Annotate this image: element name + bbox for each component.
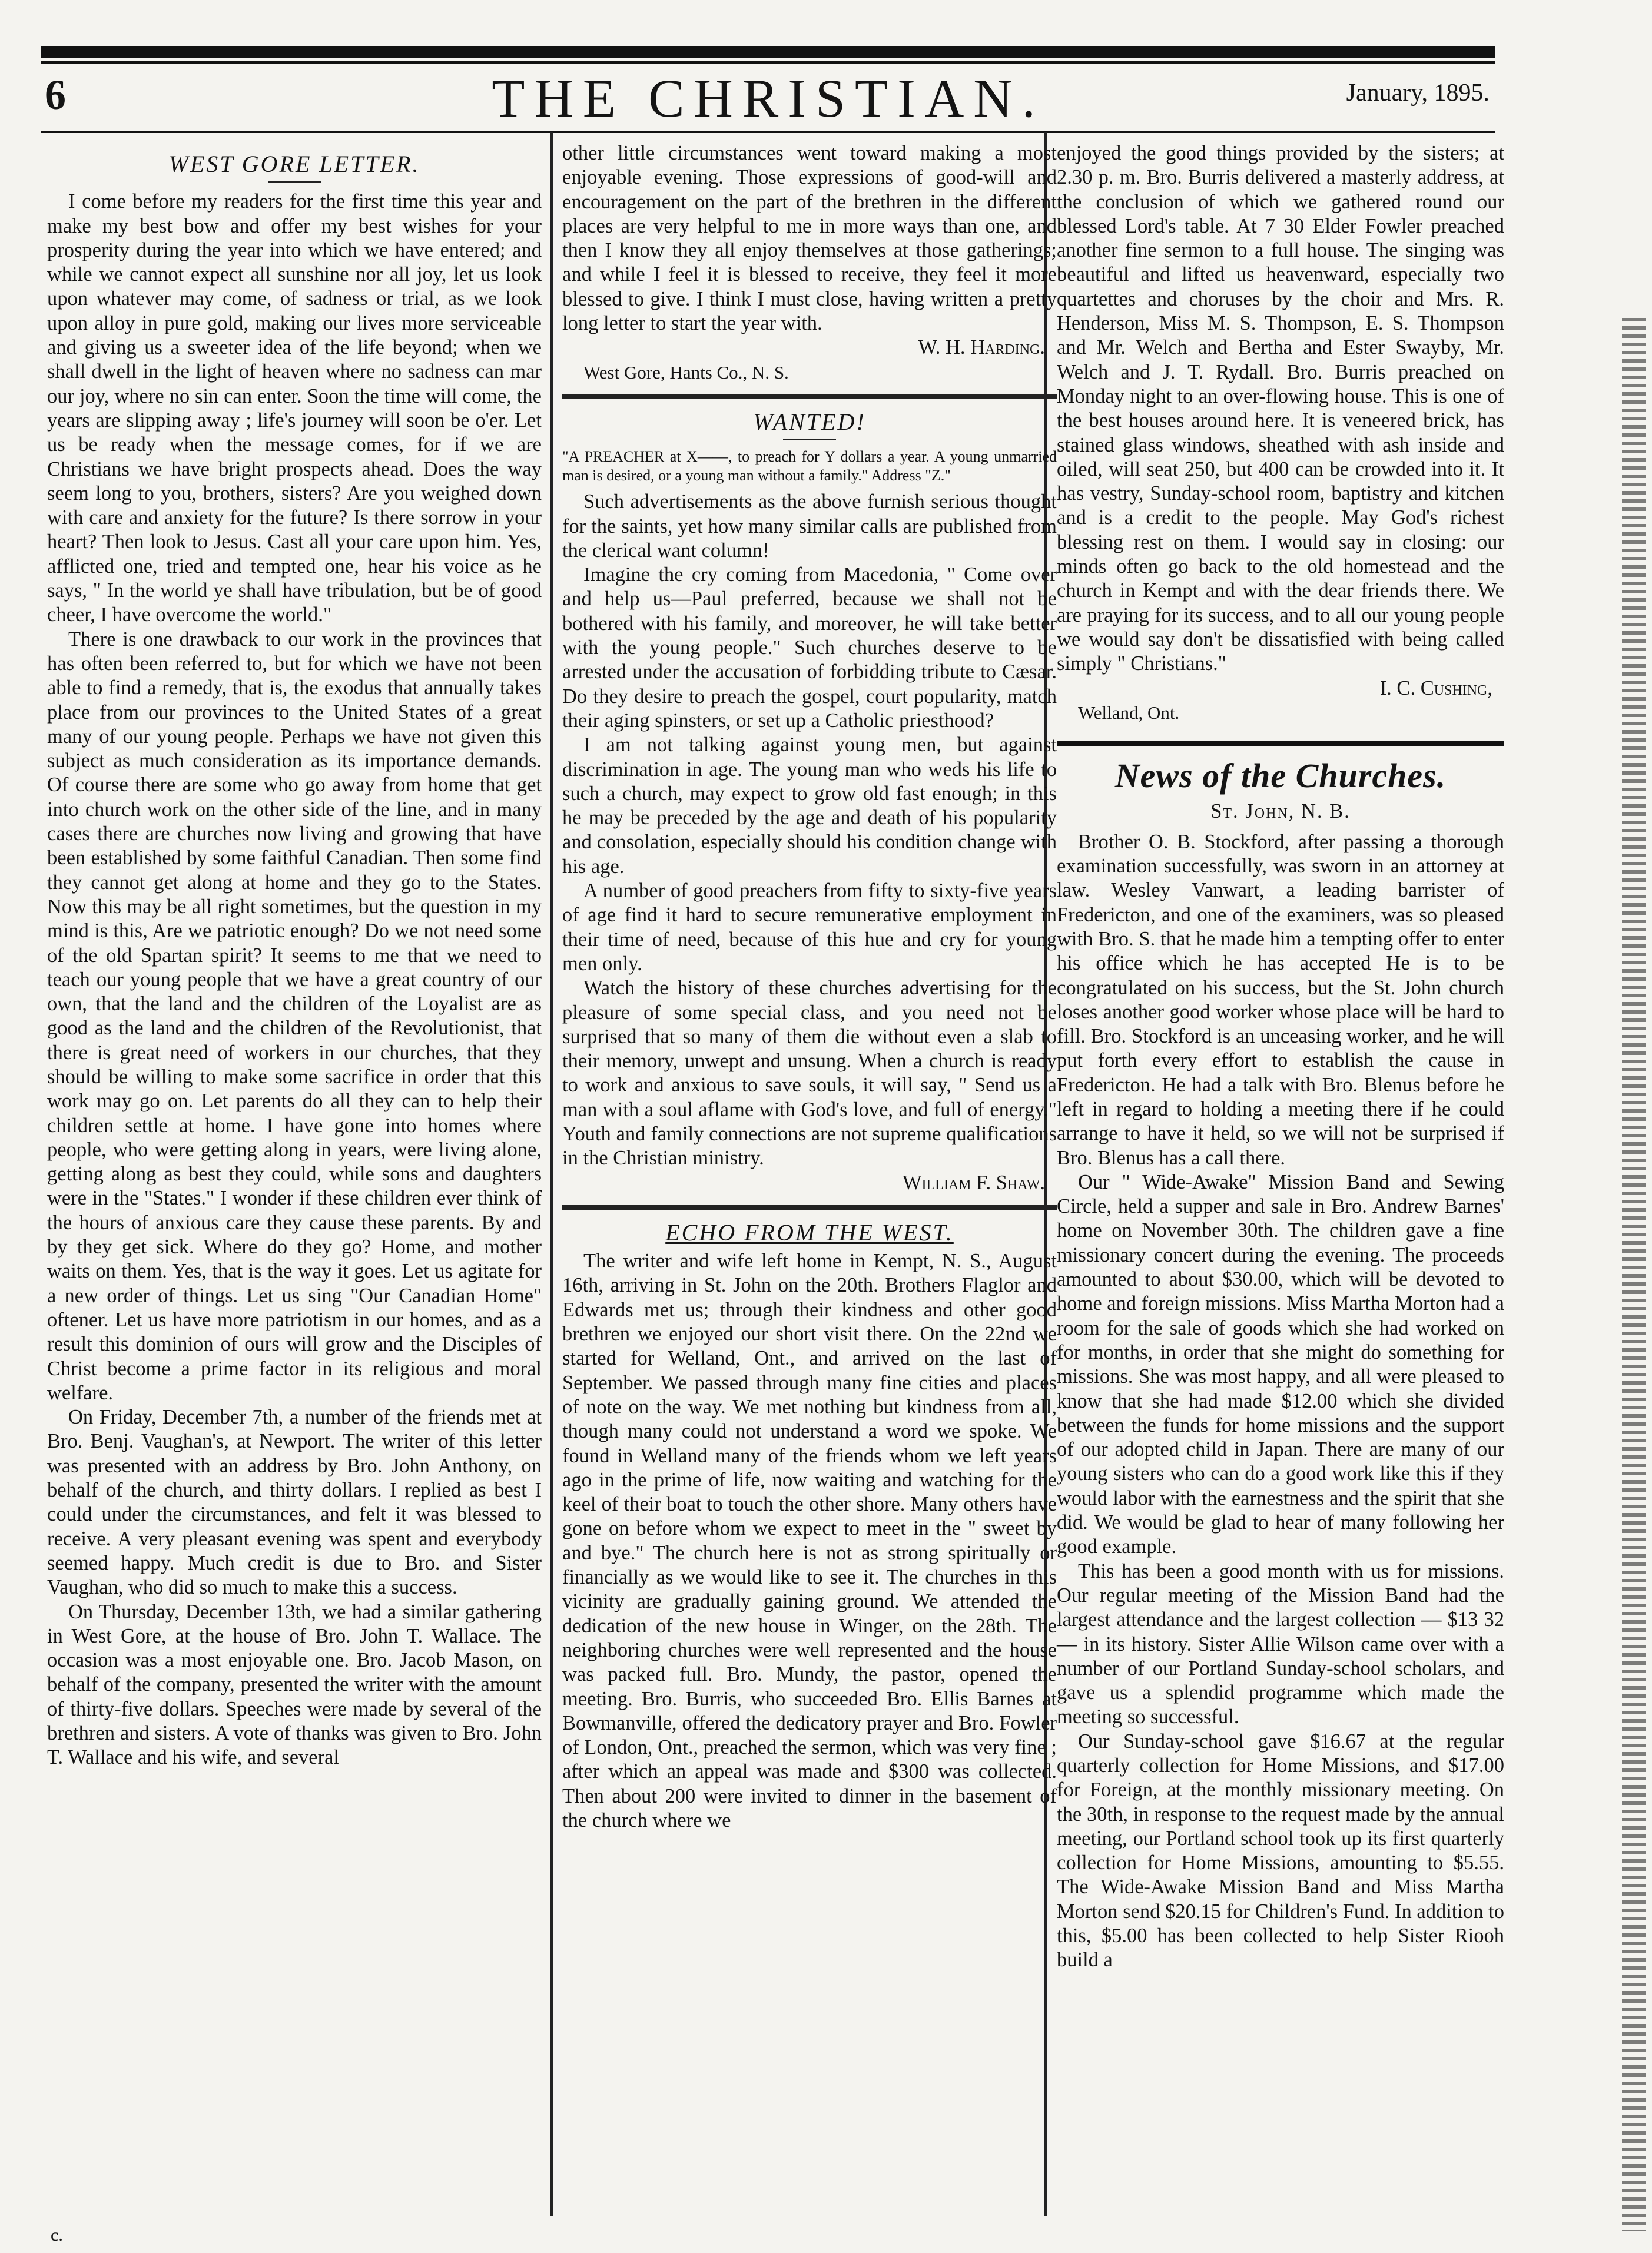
- section-separator: [1057, 741, 1504, 746]
- news-heading: News of the Churches.: [1114, 756, 1447, 795]
- echo-paragraph: The writer and wife left home in Kempt, N. S., August 16th, arriving in St. John on the 20th. Brothers Flaglor and Edwards met us; through their kindness and other good brethren we enjoyed our short visit there. On the 22nd we started for Welland, Ont., and arrived on the last of September. We passed through many fine cities and places of note on the way. We met nothing but kindness from all, though many could not understand a word we spoke. We found in Welland many of the friends whom we left years ago in the prime of life, now waiting and watching for the keel of their boat to touch the other shore. Many others have gone on before whom we expect to meet in the " sweet by and bye." The church here is not as strong spiritually or financially as we would like to see it. The churches in this vicinity are gradually gaining ground. We attended the dedication of the new house in Winger, on the 28th. The neighboring churches were well represented and the house was packed full. Bro. Mundy, the pastor, opened the meeting. Bro. Burris, who succeeded Bro. Ellis Barnes at Bowmanville, offered the dedicatory prayer and Bro. Fowler of London, Ont., preached the sermon, which was very fine ; after which an appeal was made and $300 was collected. Then about 200 were invited to dinner in the basement of the church where we: [562, 1250, 1057, 1831]
- page-number: 6: [45, 71, 66, 118]
- wanted-heading: WANTED!: [753, 408, 866, 435]
- paper-title: THE CHRISTIAN.: [492, 68, 1045, 128]
- top-rule: [41, 46, 1495, 58]
- masthead-rule: [41, 131, 1495, 133]
- wanted-paragraph: A number of good preachers from fifty to sixty-five years of age find it hard to secure remunerative employment in their time of need, because of this hue and cry for young men only.: [562, 880, 1057, 975]
- west-gore-place: West Gore, Hants Co., N. S.: [583, 361, 789, 383]
- west-gore-paragraph: There is one drawback to our work in the provinces that has often been referred to, but for which we have not been able to find a remedy, that is, the exodus that annually takes place from our provinces to the United States of a great many of our young people. Perhaps we have not given this subject as much consideration as its importance demands. Of course there are some who go away from home that get into church work on the other side of the line, and in many cases there are churches now living and growing that have been established by some faithful Canadian. Then some find they cannot get along at home and they go to the States. Now this may be all right sometimes, but the question in my mind is this, Are we patriotic enough? Do we not need some of the old Spartan spirit? It seems to me that we need to teach our young people that we have a great country of our own, that the land and the children of the Loyalist are as good as the land and the children of the Revolutionist, that there is great need of workers in our churches, that they should be willing to make some sacrifice in order that this work may go on. Let parents do all they can to help their children settle at home. I have gone into homes where people, who were getting along in years, were living alone, getting along as best they could, while sons and daughters were in the "States." I wonder if these children ever think of the hours of anxious care they cause these parents. By and by they get sick. Where do they go? Home, and mother waits on them. Yes, that is the way it goes. Let us agitate for a new order of things. Let us sing "Our Canadian Home" oftener. Let us have more patriotism in our homes, and as a result this dominion of ours will grow and the Disciples of Christ become a prime factor in its religious and moral welfare.: [47, 628, 542, 1404]
- west-gore-paragraph: On Thursday, December 13th, we had a similar gathering in West Gore, at the house of Bro. John T. Wallace. The occasion was a most enjoyable one. Bro. Jacob Mason, on behalf of the company, presented the writer with the amount of thirty-five dollars. Speeches were made by several of the brethren and sisters. A vote of thanks was given to Bro. John T. Wallace and his wife, and several: [47, 1600, 542, 1769]
- news-paragraph: This has been a good month with us for missions. Our regular meeting of the Mission Band had the largest attendance and the largest collection — $13 32— in its history. Sister Allie Wilson came over with a number of our Portland Sunday-school scholars, and gave us a splendid programme which made the meeting so successful.: [1057, 1559, 1504, 1728]
- footer-mark: c.: [51, 2225, 63, 2245]
- top-rule-thin: [41, 61, 1495, 64]
- issue-date: January, 1895.: [1346, 79, 1490, 107]
- wanted-paragraph: Imagine the cry coming from Macedonia, " Come over and help us—Paul preferred, because we shall not be bothered with his family, and moreover, he will take better with the young people." Such churches deserve to be arrested under the accusation of forbidding tribute to Cæsar. Do they desire to preach the gospel, court popularity, match their aging spinsters, or set up a Catholic priesthood?: [562, 563, 1057, 732]
- echo-place: Welland, Ont.: [1078, 702, 1180, 723]
- scan-edge-noise: [1622, 318, 1646, 2231]
- news-dateline: St. John, N. B.: [1210, 800, 1351, 823]
- news-paragraph: Our " Wide-Awake" Mission Band and Sewing Circle, held a supper and sale in Bro. Andrew Barnes' home on November 30th. The children gave a fine missionary concert during the evening. The proceeds amounted to about $30.00, which will be devoted to home and foreign missions. Miss Martha Morton had a room for the sale of goods which she had worked on for months, in order that she might do something for missions. She was most happy, and all were pleased to know that she had made $12.00 which she divided between the funds for home missions and the support of our adopted child in Japan. There are many of our young sisters who can do a good work like this if they would labor with the earnestness and the spirit that she did. We would be glad to hear of many following her good example.: [1057, 1170, 1504, 1558]
- news-paragraph: Brother O. B. Stockford, after passing a thorough examination successfully, was sworn in an attorney at law. Wesley Vanwart, a leading barrister of Fredericton, and one of the examiners, was so pleased with Bro. S. that he made him a tempting offer to enter his office which he has accepted He is to be congratulated on his success, but the St. John church loses another good worker whose place will be hard to fill. Bro. Stockford is an unceasing worker, and he will put forth every effort to establish the cause in Fredericton. He had a talk with Bro. Blenus before he left in regard to holding a meeting there if he could arrange to have it held, so we will not be surprised if Bro. Blenus has a call there.: [1057, 830, 1504, 1169]
- article-separator: [562, 1205, 1057, 1210]
- heading-rule: [268, 181, 321, 183]
- wanted-paragraph: I am not talking against young men, but against discrimination in age. The young man who weds his life to such a church, may expect to grow old fast enough; in this he may be preceded by the age and death of his popularity and consolation, especially should his condition change with his age.: [562, 734, 1057, 878]
- wanted-signature: William F. Shaw.: [902, 1171, 1045, 1194]
- west-gore-paragraph: On Friday, December 7th, a number of the friends met at Bro. Benj. Vaughan's, at Newport. The writer of this letter was presented with an address by Bro. John Anthony, on behalf of the church, and thirty dollars. I replied as best I could under the circumstances, and felt it was blessed to receive. A very pleasant evening was spent and everybody seemed happy. Much credit is due to Bro. and Sister Vaughan, who did so much to make this a success.: [47, 1406, 542, 1599]
- wanted-paragraph: Such advertisements as the above furnish serious thought for the saints, yet how many similar calls are published from the clerical want column!: [562, 490, 1057, 562]
- west-gore-signature: W. H. Harding.: [918, 336, 1045, 359]
- echo-paragraph: enjoyed the good things provided by the sisters; at 2.30 p. m. Bro. Burris delivered a masterly address, at the conclusion of which we gathered round our blessed Lord's table. At 7 30 Elder Fowler preached another fine sermon to a full house. The singing was beautiful and lifted us heavenward, especially two quartettes and choruses by the choir and Mrs. R. Henderson, Miss M. S. Thompson, E. S. Thompson and Mr. Welch and Bertha and Ester Swayby, Mr. Welch and J. T. Rydall. Bro. Burris preached on Monday night to an over-flowing house. This is one of the best houses around here. It is veneered brick, has stained glass windows, sheathed with ash inside and oiled, will seat 250, but 400 can be crowded into it. It has vestry, Sunday-school room, baptistry and kitchen and is a credit to the people. May God's richest blessing rest on them. I would say in closing: our minds often go back to the old homestead and the church in Kempt and with the dear friends there. We are praying for its success, and to all our young people we would say don't be dissatisfied with being called simply " Christians.": [1057, 142, 1504, 675]
- masthead: [41, 66, 1495, 131]
- column-2: [562, 141, 1057, 1833]
- column-3: [1057, 141, 1504, 1973]
- news-paragraph: Our Sunday-school gave $16.67 at the regular quarterly collection for Home Missions, and $17.00 for Foreign, at the monthly missionary meeting. On the 30th, in response to the request made by the annual meeting, our Portland school took up its first quarterly collection for Home Missions, amounting to $5.55. The Wide-Awake Mission Band and Miss Martha Morton send $20.15 for Children's Fund. In addition to this, $5.00 has been collected to help Sister Riooh build a: [1057, 1730, 1504, 1972]
- west-gore-paragraph: other little circumstances went toward making a most enjoyable evening. Those expressions of good-will and encouragement on the part of the brethren in the different places are very helpful to me in more ways than one, and then I know they all enjoy themselves at those gatherings; and while I feel it is blessed to receive, they feel it more blessed to give. I think I must close, having written a pretty long letter to start the year with.: [562, 142, 1057, 335]
- wanted-paragraph: Watch the history of these churches advertising for the pleasure of some special class, and you need not be surprised that so many of them die without even a slab to their memory, unwept and unsung. When a church is ready to work and anxious to save souls, it will say, " Send us a man with a soul aflame with God's love, and full of energy." Youth and family connections are not supreme qualifications in the Christian ministry.: [562, 977, 1057, 1170]
- article-separator: [562, 394, 1057, 399]
- heading-rule: [783, 439, 836, 440]
- echo-signature: I. C. Cushing,: [1379, 676, 1492, 699]
- column-1: [47, 141, 542, 1770]
- west-gore-paragraph: I come before my readers for the first time this year and make my best bow and offer my best wishes for your prosperity during the year into which we have entered; and while we cannot expect all sunshine nor all joy, let us look upon whatever may come, of sadness or trial, as we look upon alloy in pure gold, making our lives more serviceable and giving us a sweeter idea of the life beyond; when we shall dwell in the light of heaven where no sadness can mar our joy, where no sin can enter. Soon the time will come, the years are slipping away ; life's journey will soon be o'er. Let us be ready when the message comes, for if we are Christians we have bright prospects ahead. Does the way seem long to you, brothers, sisters? Are you weighed down with care and anxiety for the future? Is there sorrow in your heart? Then look to Jesus. Cast all your care upon him. Yes, afflicted one, tried and tempted one, hear his voice as he says, " In the world ye shall have tribulation, but be of good cheer, I have overcome the world.": [47, 190, 542, 626]
- west-gore-heading: WEST GORE LETTER.: [168, 151, 420, 177]
- wanted-advertisement: "A PREACHER at X——, to preach for Y dollars a year. A young unmarried man is desired, or a young man without a family." Address "Z.": [562, 448, 1057, 485]
- echo-heading: ECHO FROM THE WEST.: [665, 1219, 954, 1246]
- column-divider: [550, 132, 553, 2216]
